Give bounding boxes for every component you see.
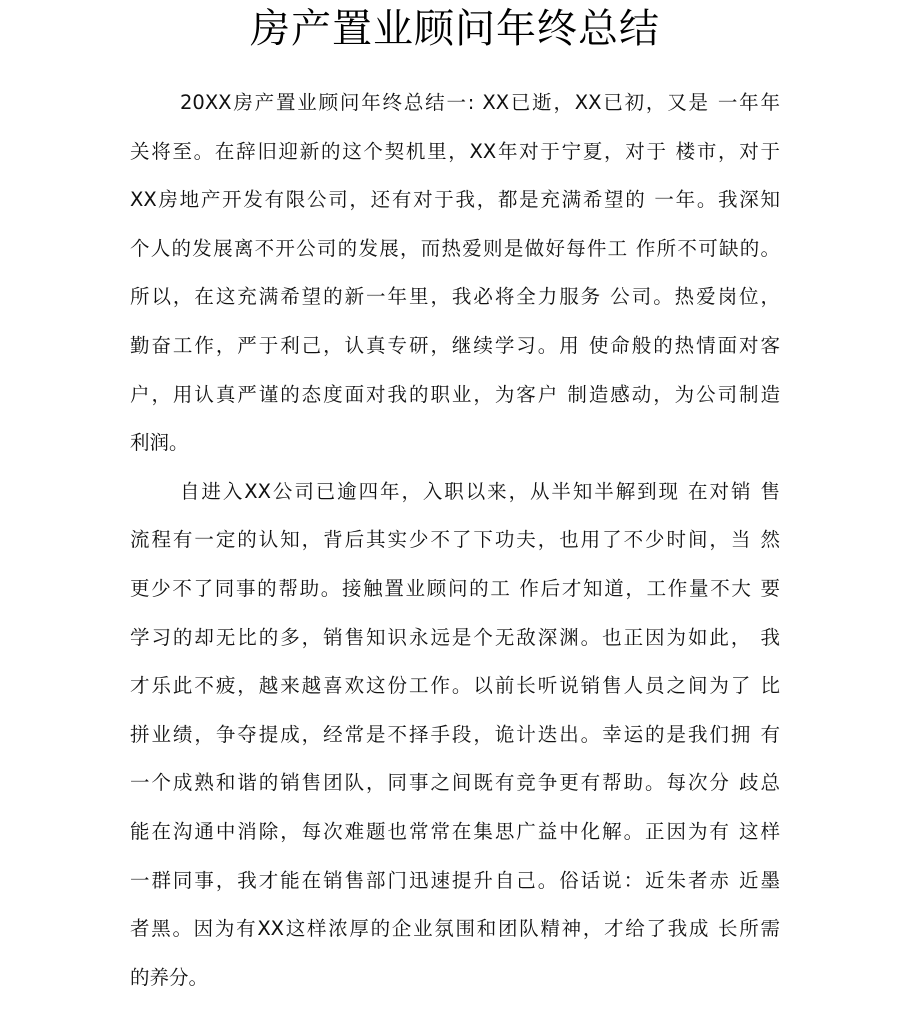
paragraph-line: 勤奋工作，严于利己，认真专研，继续学习。用 使命般的热情面对客 [130, 333, 780, 357]
document-body [130, 83, 780, 1006]
paragraph-line: 关将至。在辞旧迎新的这个契机里，XX年对于宁夏，对于 楼市，对于 [130, 139, 780, 163]
paragraph-1 [130, 83, 780, 472]
paragraph-line: XX房地产开发有限公司，还有对于我，都是充满希望的 一年。我深知 [130, 188, 780, 212]
paragraph-line: 一群同事，我才能在销售部门迅速提升自己。俗话说：近朱者赤 近墨 [130, 868, 780, 892]
paragraph-line: 流程有一定的认知，背后其实少不了下功夫，也用了不少时间，当 然 [130, 528, 780, 552]
document-title: 房产置业顾问年终总结 [250, 6, 660, 52]
paragraph-line: 户，用认真严谨的态度面对我的职业，为客户 制造感动，为公司制造 [130, 382, 780, 406]
paragraph-line: 个人的发展离不开公司的发展，而热爱则是做好每件工 作所不可缺的。 [130, 236, 780, 260]
paragraph-line: 20XX房产置业顾问年终总结一: XX已逝，XX已初，又是 一年年 [180, 91, 780, 114]
paragraph-2 [130, 472, 780, 1007]
paragraph-line: 一个成熟和谐的销售团队，同事之间既有竞争更有帮助。每次分 歧总 [130, 771, 780, 795]
paragraph-line: 的养分。 [130, 965, 209, 989]
paragraph-line: 者黑。因为有XX这样浓厚的企业氛围和团队精神，才给了我成 长所需 [130, 917, 780, 941]
paragraph-line: 学习的却无比的多，销售知识永远是个无敌深渊。也正因为如此， 我 [130, 625, 780, 649]
paragraph-line: 利润。 [130, 431, 189, 455]
paragraph-line: 才乐此不疲，越来越喜欢这份工作。以前长听说销售人员之间为了 比 [130, 674, 780, 698]
paragraph-line: 所以，在这充满希望的新一年里，我必将全力服务 公司。热爱岗位， [130, 285, 780, 309]
paragraph-line: 拼业绩，争夺提成，经常是不择手段，诡计迭出。幸运的是我们拥 有 [130, 722, 780, 746]
paragraph-line: 更少不了同事的帮助。接触置业顾问的工 作后才知道，工作量不大 要 [130, 576, 780, 600]
paragraph-line: 能在沟通中消除，每次难题也常常在集思广益中化解。正因为有 这样 [130, 819, 780, 843]
paragraph-line: 自进入XX公司已逾四年，入职以来，从半知半解到现 在对销 售 [180, 479, 780, 503]
